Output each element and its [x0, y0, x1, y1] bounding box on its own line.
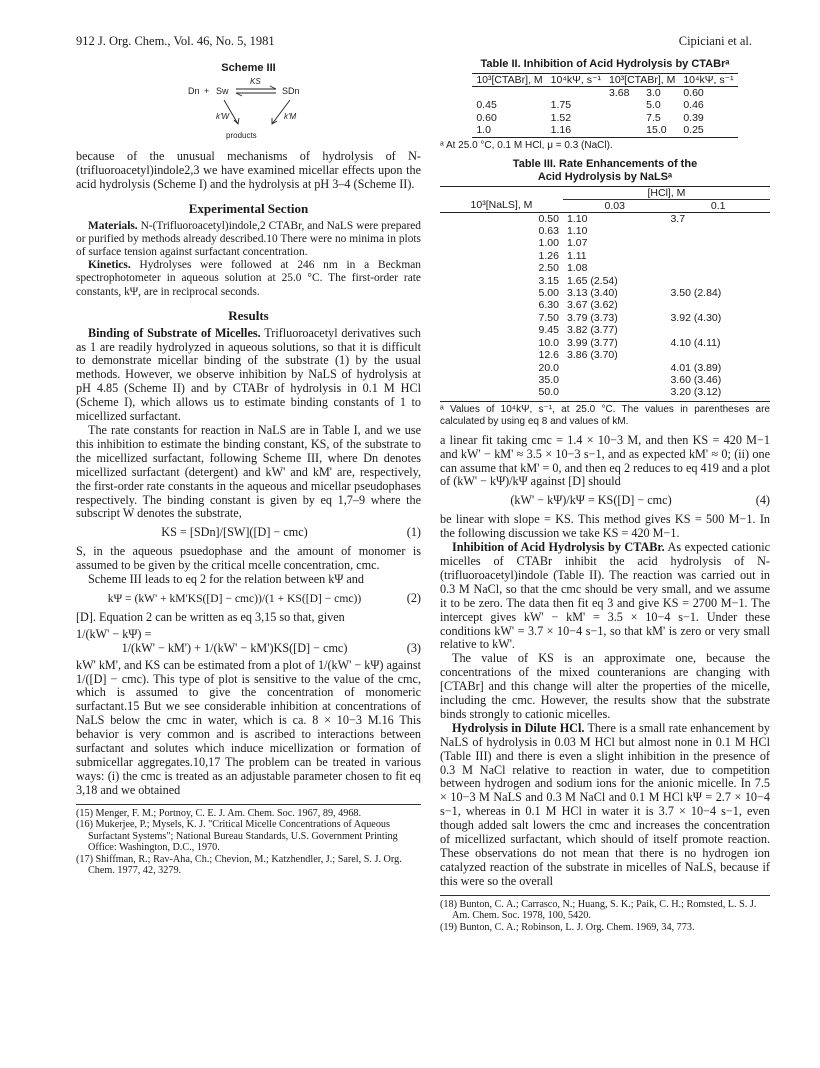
table-cell — [666, 275, 770, 287]
table-cell: 12.6 — [538, 349, 559, 362]
table-cell: 0.63 — [538, 225, 559, 238]
equation-4-body: (kW' − kΨ)/kΨ = KS([D] − cmc) — [510, 493, 672, 508]
table-cell — [666, 250, 770, 262]
table-cell — [563, 362, 667, 374]
table3-header: 0.03 — [604, 199, 625, 212]
reference-19: (19) Bunton, C. A.; Robinson, L. J. Org. Chem. 1969, 34, 773. — [440, 921, 695, 933]
table-row — [440, 362, 770, 374]
kinetics-paragraph — [76, 259, 421, 299]
table-cell: 3.7 — [670, 212, 686, 225]
table-row — [440, 250, 770, 262]
binding-label: Binding of Substrate of Micelles. — [88, 325, 261, 340]
table-row — [440, 312, 770, 324]
kinetics-text: Hydrolyses were followed at 246 nm in a Beckman spectrophotometer in aqueous solution at 25.0 °C. The first-order rate constants, kΨ, are in reciprocal seconds. — [76, 259, 421, 298]
table3-header: 10³[NaLS], M — [470, 199, 533, 212]
scheme3-reverse-arrow — [236, 93, 276, 96]
table-row — [440, 225, 770, 237]
footnote-rule-left — [76, 804, 421, 805]
table-cell — [666, 262, 770, 274]
table-cell: 4.01 (3.89) — [670, 361, 722, 374]
scheme3-km-label: k'M — [284, 111, 297, 121]
table2-header: 10³[CTABr], M — [609, 74, 676, 86]
inhibition-text: As expected cationic micelles of CTABr inhibit the acid hydrolysis of N-(trifluoroacetyl)indole (Table II). The reaction was carried out in 0.3 M NaCl, so that the cmc should be very small, and we assume it to be zero. The data then fit eq 3 and give KS = 2700 M−1. The intercept gives kW' − kM' = 3.5 × 10−4 s−1. Under these conditions kW' = 3.7 × 10−4 s−1, so that kM' is zero or very small relative to kW'. — [440, 540, 770, 652]
table-cell: 1.65 (2.54) — [566, 274, 618, 287]
table3-title-line1: Table III. Rate Enhancements of the — [512, 157, 698, 170]
table-row — [440, 324, 770, 336]
table2-header: 10⁴kΨ, s⁻¹ — [550, 74, 601, 86]
table3-header: 0.1 — [710, 199, 726, 212]
table-cell: 1.10 — [566, 225, 588, 238]
table-cell: 3.92 (4.30) — [670, 311, 722, 324]
equation-4-number: (4) — [755, 493, 770, 508]
table3-title — [440, 158, 770, 184]
dilute-text: There is a small rate enhancement by NaLS of hydrolysis in 0.03 M HCl but almost none in 0.1 M HCl (Table III) and there is even a slight inhibition in the presence of 0.3 M NaCl relative to reaction in water, due to competition between hydrogen and sodium ions for the anionic micelle. In 7.5 × 10−3 M NaLS and 0.3 M NaCl and 0.1 M HCl kΨ = 2.7 × 10−4 s−1, whereas in 0.1 M HCl in water it is 3.7 × 10−4 s−1, even though added salt lowers the cmc and increases the concentration of micellized surfactant, which should of itself promote reaction. These observations do not mean that there is no hydrogen ion catalyzed reaction of the substrate in micelles of NaLS, because if this were so the overall — [440, 720, 770, 888]
equation-3-line2: 1/(kW' − kM') + 1/(kW' − kM')KS([D] − cmc) — [121, 640, 348, 655]
table-row — [440, 299, 770, 311]
table2-header: 10³[CTABr], M — [476, 74, 543, 86]
table3-footnote: ᵃ Values of 10⁴kΨ, s⁻¹, at 25.0 °C. The values in parentheses are calculated by using eq 8 and values of kM. — [440, 401, 770, 428]
table-cell — [666, 225, 770, 237]
table-row: 0.45 1.75 5.0 0.46 — [476, 99, 704, 112]
reference-17: (17) Shiffman, R.; Rav-Aha, Ch.; Chevion, M.; Katzhendler, J.; Sarel, S. J. Org. Chem. 1977, 42, 3279. — [76, 853, 402, 877]
running-header-left: 912 J. Org. Chem., Vol. 46, No. 5, 1981 — [76, 34, 275, 48]
scheme3-sw: Sw — [216, 85, 229, 96]
fit-paragraph: a linear fit taking cmc = 1.4 × 10−3 M, and then KS = 420 M−1 and kW' − kM' ≈ 3.5 × 10−3 s−1, and as expected kM' ≈ 0; (ii) one can assume that kM' = 0, and then eq 2 reduces to eq 419 and a plot of (kW' − kΨ)/kΨ against [D] should — [440, 432, 770, 489]
inhibition-paragraph — [440, 541, 770, 652]
table-cell: 3.15 — [538, 274, 559, 287]
equation-1-number: (1) — [406, 525, 421, 540]
materials-label: Materials. — [88, 219, 138, 232]
table-row — [440, 287, 770, 299]
reference-16: (16) Mukerjee, P.; Mysels, K. J. "Critical Micelle Concentrations of Aqueous Surfactant Systems"; National Bureau Standards, U.S. Government Printing Office: Washington, D.C., 1970. — [76, 819, 398, 854]
kinetics-label: Kinetics. — [88, 259, 131, 272]
table-cell: 20.0 — [538, 361, 559, 374]
equation-2-number: (2) — [406, 590, 421, 605]
table-cell: 3.79 (3.73) — [566, 311, 618, 324]
table-cell: 1.10 — [566, 212, 588, 225]
table2 — [472, 73, 737, 138]
table-row — [440, 374, 770, 386]
table2-header: 10⁴kΨ, s⁻¹ — [683, 74, 734, 86]
table-row — [440, 337, 770, 349]
table-cell: 1.08 — [566, 262, 588, 275]
table-row — [440, 237, 770, 249]
equation-4 — [440, 494, 770, 508]
left-column — [76, 58, 421, 877]
table-cell — [666, 349, 770, 361]
materials-text: N-(Trifluoroacetyl)indole,2 CTABr, and NaLS were prepared or purified by methods already described.10 There were no minima in plots of surface tension against surfactant concentration. — [76, 219, 421, 258]
table-cell: 1.26 — [538, 249, 559, 262]
eq3-paragraph: kW' kM', and KS can be estimated from a plot of 1/(kW' − kΨ) against 1/([D] − cmc). This type of plot is sensitive to the value of the cmc, which is assumed to give the concentration of monomeric surfactant.15 But we see considerable inhibition at concentrations of NaLS below the cmc in water, which is ca. 8 × 10−3 M.16 This behavior is very common and is ascribed to interactions between surfactant and solutes which induce micellization or formation of submicellar aggregates.10,17 The problem can be treated in various ways: (i) the cmc is treated as an adjustable parameter chosen to fit eq 3,18 and we obtained — [76, 657, 421, 797]
table-cell: 0.50 — [538, 212, 559, 225]
running-header-right: Cipiciani et al. — [678, 34, 752, 48]
table-row — [440, 275, 770, 287]
table-cell: 1.00 — [538, 237, 559, 250]
right-column — [440, 58, 770, 933]
rate-paragraph: The rate constants for reaction in NaLS are in Table I, and we use this inhibition to estimate the binding constant, KS, of the substrate to the micellized surfactant, following Scheme III, where Dn denotes micellized surfactant (detergent) and kW' and kM' are, respectively, the first-order rate constants in the aqueous and micellar pseudophases respectively. The binding constant is given by eq 1,7–9 where the subscript W denotes the substrate, — [76, 423, 421, 521]
value-paragraph: The value of KS is an approximate one, because the concentrations of the mixed counteranions are changing with [CTABr] and this change will alter the properties of the micelle, including the cmc. However, the results show that the substrate binds strongly to cationic micelles. — [440, 651, 770, 721]
table-row — [440, 386, 770, 398]
table2-footnote: ᵃ At 25.0 °C, 0.1 M HCl, μ = 0.3 (NaCl). — [440, 139, 613, 151]
scheme3-title: Scheme III — [221, 62, 276, 74]
table-row — [440, 262, 770, 274]
table-cell: 3.67 (3.62) — [566, 299, 618, 312]
equation-3-line1: 1/(kW' − kΨ) = — [76, 626, 152, 641]
table-row: 3.68 3.0 0.60 — [609, 87, 704, 99]
binding-paragraph — [76, 327, 421, 424]
binding-text: Trifluoroacetyl derivatives such as 1 are readily hydrolyzed in aqueous solutions, so that it is difficult to demonstrate micellar binding of the substrate (1) by the usual methods. However, we observe inhibition by NaLS of hydrolysis at pH 4.85 (Scheme II) and by CTABr of hydrolysis in 0.1 M HCl (Scheme I), which allows us to estimate binding constants of 1 to micellized surfactant. — [76, 325, 422, 424]
inhibition-label: Inhibition of Acid Hydrolysis by CTABr. — [452, 540, 665, 555]
table-cell: 1.11 — [566, 249, 587, 262]
eq4-paragraph: be linear with slope = KS. This method gives KS = 500 M−1. In the following discussion we take KS = 420 M−1. — [440, 512, 770, 541]
scheme3-ks: KS — [250, 76, 261, 86]
scheme3-paragraph: Scheme III leads to eq 2 for the relation between kΨ and — [88, 572, 364, 587]
equation-2-body: kΨ = (kW' + kM'KS([D] − cmc))/(1 + KS([D] − cmc)) — [107, 591, 362, 605]
equation-1-body: KS = [SDn]/[SW]([D] − cmc) — [161, 525, 308, 540]
table-row — [440, 212, 770, 225]
scheme3-kw-label: k'W — [216, 111, 230, 121]
table-cell: 10.0 — [538, 336, 559, 349]
scheme3-sdn: SDn — [282, 85, 300, 96]
table-cell — [666, 237, 770, 249]
scheme3-dn: Dn — [188, 85, 200, 96]
table-cell: 6.30 — [538, 299, 559, 312]
equation-3-number: (3) — [406, 640, 421, 655]
table2-title: Table II. Inhibition of Acid Hydrolysis by CTABrᵃ — [480, 58, 730, 70]
table-cell — [666, 324, 770, 336]
dilute-paragraph — [440, 722, 770, 889]
table3-span-header: [HCl], M — [563, 186, 770, 199]
table-cell: 3.86 (3.70) — [566, 349, 618, 362]
results-heading: Results — [228, 307, 269, 323]
table-cell: 5.00 — [538, 287, 559, 300]
table-row — [440, 349, 770, 361]
experimental-heading: Experimental Section — [188, 200, 309, 216]
table-cell: 3.82 (3.77) — [566, 324, 618, 337]
table-cell: 50.0 — [538, 386, 559, 399]
table-cell: 3.13 (3.40) — [566, 287, 618, 300]
table-cell: 3.99 (3.77) — [566, 336, 618, 349]
table-cell: 2.50 — [538, 262, 559, 275]
reference-18: (18) Bunton, C. A.; Carrasco, N.; Huang, S. K.; Paik, C. H.; Romsted, L. S. J. Am. Chem. Soc. 1978, 100, 5420. — [440, 898, 757, 922]
table-cell: 35.0 — [538, 373, 559, 386]
scheme3-forward-arrow — [236, 86, 276, 89]
table-cell: 3.60 (3.46) — [670, 373, 722, 386]
eq2-paragraph: [D]. Equation 2 can be written as eq 3,15 so that, given — [76, 609, 345, 624]
table-cell: 9.45 — [538, 324, 559, 337]
table-cell — [563, 386, 667, 398]
table3 — [440, 186, 770, 399]
table-cell: 1.07 — [566, 237, 588, 250]
table-cell: 4.10 (4.11) — [670, 336, 721, 349]
eq1-paragraph: S, in the aqueous psuedophase and the amount of monomer is assumed to be given by the critical mcelle concentration, cmc. — [76, 544, 421, 573]
table3-title-line2: Acid Hydrolysis by NaLSᵃ — [537, 170, 673, 183]
table-cell: 7.50 — [538, 311, 559, 324]
table-cell — [563, 374, 667, 386]
table-row: 1.0 1.16 15.0 0.25 — [472, 124, 737, 137]
equation-3 — [76, 628, 421, 656]
references-right — [440, 899, 770, 934]
scheme3-diagram — [76, 76, 421, 144]
intro-paragraph: because of the unusual mechanisms of hydrolysis of N-(trifluoroacetyl)indole2,3 we have examined micellar effects upon the acid hydrolysis (Scheme I) and the hydrolysis at pH 3–4 (Scheme II). — [76, 148, 421, 191]
equation-1 — [76, 526, 421, 540]
references-left — [76, 808, 421, 877]
table-cell: 3.20 (3.12) — [670, 386, 722, 399]
dilute-label: Hydrolysis in Dilute HCl. — [452, 720, 585, 735]
reference-15: (15) Menger, F. M.; Portnoy, C. E. J. Am. Chem. Soc. 1967, 89, 4968. — [76, 807, 362, 819]
equation-2 — [76, 592, 421, 606]
footnote-rule-right — [440, 895, 770, 896]
scheme3-plus: + — [204, 85, 210, 96]
table-cell — [666, 299, 770, 311]
table-cell: 3.50 (2.84) — [670, 287, 722, 300]
materials-paragraph — [76, 220, 421, 260]
table-row: 0.60 1.52 7.5 0.39 — [476, 111, 704, 124]
scheme3-products: products — [226, 130, 257, 140]
